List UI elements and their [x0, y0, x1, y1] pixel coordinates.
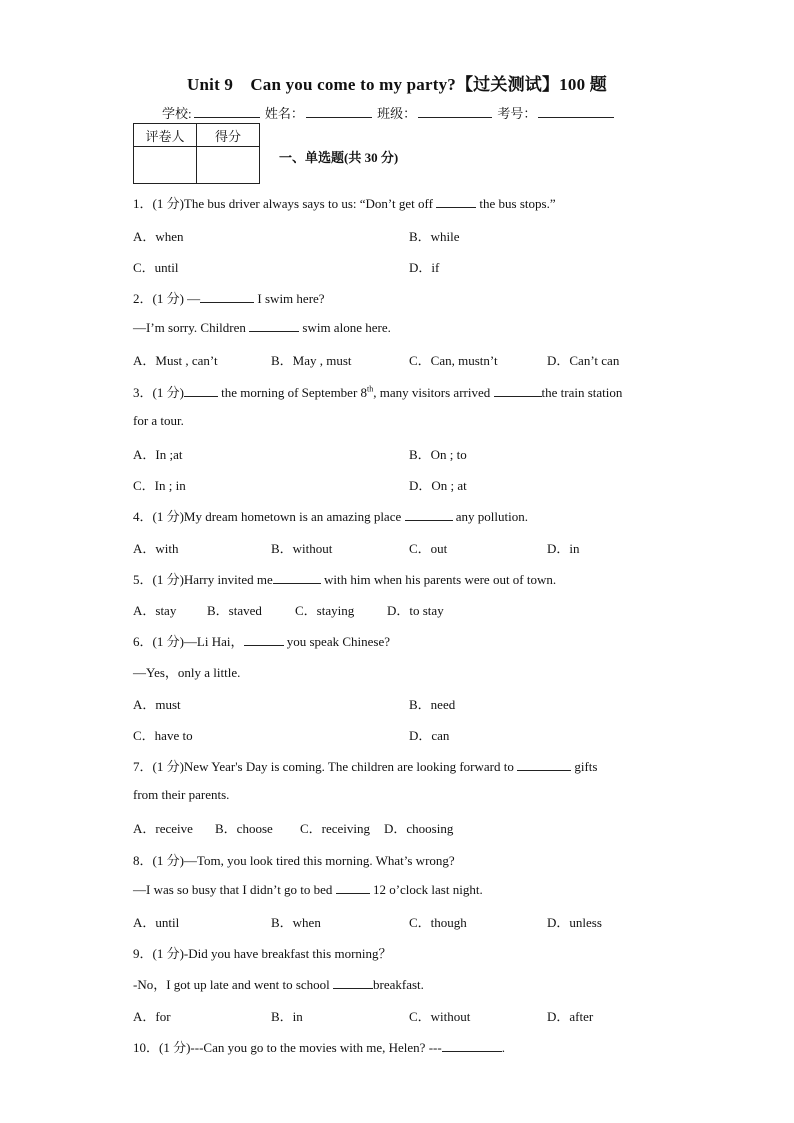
option-a: A．must — [133, 697, 181, 712]
question-text: any pollution. — [452, 509, 528, 524]
answer-blank — [244, 633, 284, 646]
id-label: 考号： — [497, 106, 537, 121]
id-blank — [538, 105, 614, 118]
option-a: A．when — [133, 229, 184, 244]
question-3 — [133, 382, 622, 401]
question-9-line-2 — [133, 974, 424, 993]
question-text: — — [183, 291, 201, 306]
question-text: you speak Chinese? — [283, 634, 391, 649]
question-1 — [133, 193, 556, 212]
option-a: A．for — [133, 1009, 171, 1024]
option-d: D．unless — [547, 915, 602, 930]
question-7-line-2: from their parents. — [133, 787, 230, 802]
question-text: the morning of September 8 — [217, 385, 368, 400]
answer-blank — [517, 758, 571, 771]
answer-blank — [494, 384, 542, 397]
question-text: 12 o’clock last night. — [369, 882, 483, 897]
class-blank — [418, 105, 492, 118]
question-text: ---Can you go to the movies with me, Helen? --- — [190, 1040, 442, 1055]
answer-blank — [200, 290, 254, 303]
question-8-line-2 — [133, 881, 483, 898]
answer-blank — [442, 1039, 502, 1052]
grader-table — [133, 123, 260, 184]
answer-blank — [273, 571, 321, 584]
score-cell — [197, 147, 260, 184]
answer-blank — [405, 508, 453, 521]
option-d: D．On ; at — [409, 478, 467, 493]
question-5 — [133, 569, 556, 588]
question-text: breakfast. — [373, 977, 424, 992]
option-c: C．In ; in — [133, 478, 186, 493]
question-number: 2．(1 分) — [133, 291, 184, 306]
option-c: C．without — [409, 1009, 471, 1024]
option-c: C．have to — [133, 728, 193, 743]
option-a: A．stay — [133, 603, 177, 618]
question-number: 8．(1 分) — [133, 853, 184, 868]
question-text: My dream hometown is an amazing place — [183, 509, 405, 524]
question-3-line-2: for a tour. — [133, 413, 184, 428]
question-number: 5．(1 分) — [133, 572, 184, 587]
name-label: 姓名： — [264, 106, 304, 121]
question-text: The bus driver always says to us: “Don’t get off — [183, 196, 437, 211]
question-text: . — [501, 1040, 505, 1055]
score-header: 得分 — [197, 124, 260, 147]
option-d: D．can — [409, 728, 450, 743]
question-text: swim alone here. — [299, 320, 391, 335]
question-text: the bus stops.” — [476, 196, 556, 211]
answer-blank — [333, 976, 373, 989]
option-b: B．choose — [215, 821, 273, 836]
option-b: B．without — [271, 541, 333, 556]
option-d: D．Can’t can — [547, 353, 620, 368]
class-label: 班级： — [377, 106, 417, 121]
answer-blank — [184, 384, 218, 397]
option-d: D．to stay — [387, 603, 444, 618]
option-d: D．choosing — [384, 821, 454, 836]
option-d: D．after — [547, 1009, 594, 1024]
question-7 — [133, 756, 597, 775]
question-text: -No，I got up late and went to school — [133, 977, 334, 992]
grader-cell — [134, 147, 197, 184]
question-text: , many visitors arrived — [373, 385, 494, 400]
school-blank — [194, 105, 260, 118]
option-b: B．May , must — [271, 353, 352, 368]
option-b: B．when — [271, 915, 321, 930]
question-6-line-2: —Yes，only a little. — [133, 665, 241, 680]
option-a: A．with — [133, 541, 179, 556]
question-number: 4．(1 分) — [133, 509, 184, 524]
question-number: 3．(1 分) — [133, 385, 184, 400]
question-text: —I was so busy that I didn’t go to bed — [133, 882, 336, 897]
question-text: —Tom, you look tired this morning. What’s wrong? — [183, 853, 455, 868]
question-number: 6．(1 分) — [133, 634, 184, 649]
name-blank — [306, 105, 372, 118]
section-title: 一、单选题(共 30 分) — [279, 150, 399, 165]
option-c: C．Can, mustn’t — [409, 353, 498, 368]
question-text: gifts — [571, 759, 598, 774]
answer-blank — [436, 195, 476, 208]
option-a: A．until — [133, 915, 180, 930]
grader-header: 评卷人 — [134, 124, 197, 147]
question-9 — [133, 943, 392, 962]
option-b: B．staved — [207, 603, 262, 618]
question-number: 7．(1 分) — [133, 759, 184, 774]
option-d: D．in — [547, 541, 580, 556]
option-a: A．receive — [133, 821, 193, 836]
question-number: 10．(1 分) — [133, 1040, 191, 1055]
question-10 — [133, 1037, 505, 1056]
option-c: C．receiving — [300, 821, 371, 836]
option-b: B．in — [271, 1009, 303, 1024]
option-a: A．Must , can’t — [133, 353, 218, 368]
option-a: A．In ;at — [133, 447, 183, 462]
question-text: I swim here? — [254, 291, 325, 306]
question-number: 1．(1 分) — [133, 196, 184, 211]
answer-blank — [249, 319, 299, 332]
question-text: -Did you have breakfast this morning？ — [183, 946, 392, 961]
option-d: D．if — [409, 260, 440, 275]
option-b: B．while — [409, 229, 460, 244]
school-label: 学校: — [162, 106, 192, 121]
question-4 — [133, 506, 528, 525]
option-c: C．though — [409, 915, 467, 930]
question-number: 9．(1 分) — [133, 946, 184, 961]
option-c: C．staying — [295, 603, 355, 618]
question-2-line-2 — [133, 319, 391, 336]
option-b: B．need — [409, 697, 456, 712]
question-text: Harry invited me — [183, 572, 273, 587]
question-6 — [133, 631, 390, 650]
answer-blank — [336, 881, 370, 894]
question-8 — [133, 850, 455, 869]
student-info-row — [162, 103, 616, 122]
page-title: Unit 9 Can you come to my party?【过关测试】100 题 — [187, 75, 607, 94]
question-text: New Year's Day is coming. The children are looking forward to — [183, 759, 518, 774]
superscript: th — [367, 384, 374, 394]
question-text: —Li Hai， — [183, 634, 244, 649]
question-text: the train station — [541, 385, 623, 400]
question-text: with him when his parents were out of town. — [320, 572, 557, 587]
question-2 — [133, 288, 325, 307]
option-c: C．until — [133, 260, 179, 275]
option-b: B．On ; to — [409, 447, 467, 462]
option-c: C．out — [409, 541, 448, 556]
question-text: —I’m sorry. Children — [133, 320, 250, 335]
